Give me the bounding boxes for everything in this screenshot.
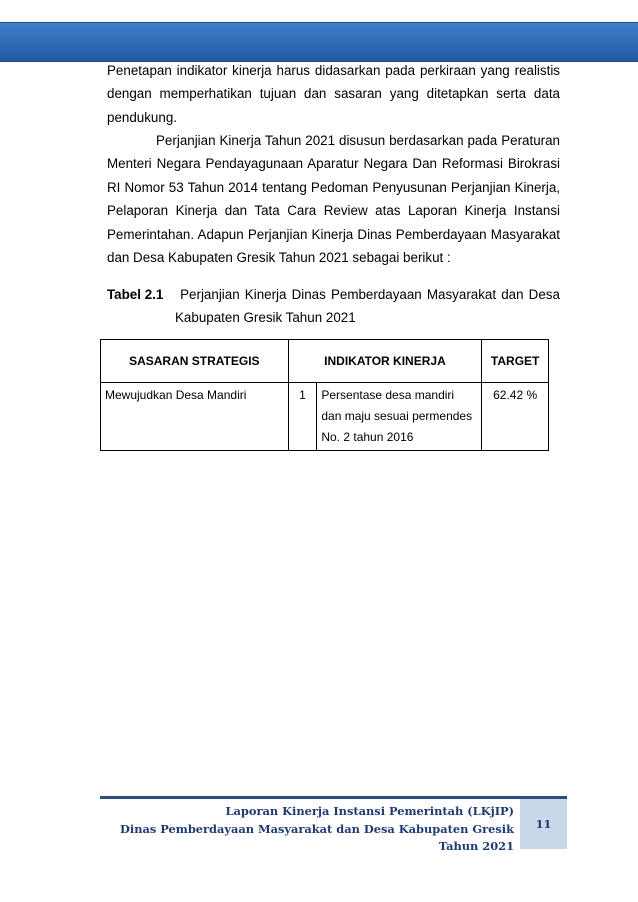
- paragraph-1: Penetapan indikator kinerja harus didasarkan pada perkiraan yang realistis dengan memperhatikan tujuan dan sasaran yang ditetapkan serta data pendukung.: [107, 63, 560, 125]
- cell-number: 1: [288, 383, 317, 451]
- caption-word: Dinas: [291, 287, 326, 302]
- caption-word: Desa: [528, 287, 560, 302]
- table-header-row: [101, 340, 549, 383]
- performance-table: [100, 339, 549, 451]
- header-target: TARGET: [482, 340, 549, 383]
- footer-divider: [100, 796, 567, 799]
- footer-line-3: Tahun 2021: [438, 839, 514, 853]
- footer-line-2: Dinas Pemberdayaan Masyarakat dan Desa Kabupaten Gresik: [120, 821, 514, 836]
- footer-line-1: Laporan Kinerja Instansi Pemerintah (LKjIP): [225, 804, 514, 818]
- table-row: [101, 383, 549, 451]
- page-number: 11: [520, 799, 567, 849]
- paragraph-2: [107, 129, 560, 269]
- cell-target: 62.42 %: [482, 383, 549, 451]
- footer-title: [100, 803, 514, 856]
- cell-indikator: Persentase desa mandiri dan maju sesuai permendes No. 2 tahun 2016: [317, 383, 482, 451]
- cell-sasaran: Mewujudkan Desa Mandiri: [101, 383, 289, 451]
- header-bar: [0, 22, 638, 62]
- caption-word: Kinerja: [244, 287, 287, 302]
- caption-word: Pemberdayaan: [330, 287, 422, 302]
- header-indikator: INDIKATOR KINERJA: [288, 340, 482, 383]
- table-caption: [107, 283, 560, 330]
- caption-word: Perjanjian: [180, 287, 240, 302]
- caption-line-1: [107, 283, 560, 306]
- caption-label: Tabel 2.1: [107, 287, 164, 302]
- caption-word: dan: [501, 287, 524, 302]
- header-sasaran: SASARAN STRATEGIS: [101, 340, 289, 383]
- caption-word: Masyarakat: [426, 287, 497, 302]
- paragraph-2-text: Perjanjian Kinerja Tahun 2021 disusun berdasarkan pada Peraturan Menteri Negara Pendayagunaan Aparatur Negara Dan Reformasi Birokrasi RI Nomor 53 Tahun 2014 tentang Pedoman Penyusunan Perjanjian Kinerja, Pelaporan Kinerja dan Tata Cara Review atas Laporan Kinerja Instansi Pemerintahan. Adapun Perjanjian Kinerja Dinas Pemberdayaan Masyarakat dan Desa Kabupaten Gresik Tahun 2021 sebagai berikut :: [107, 133, 560, 266]
- caption-line-2: Kabupaten Gresik Tahun 2021: [175, 310, 356, 326]
